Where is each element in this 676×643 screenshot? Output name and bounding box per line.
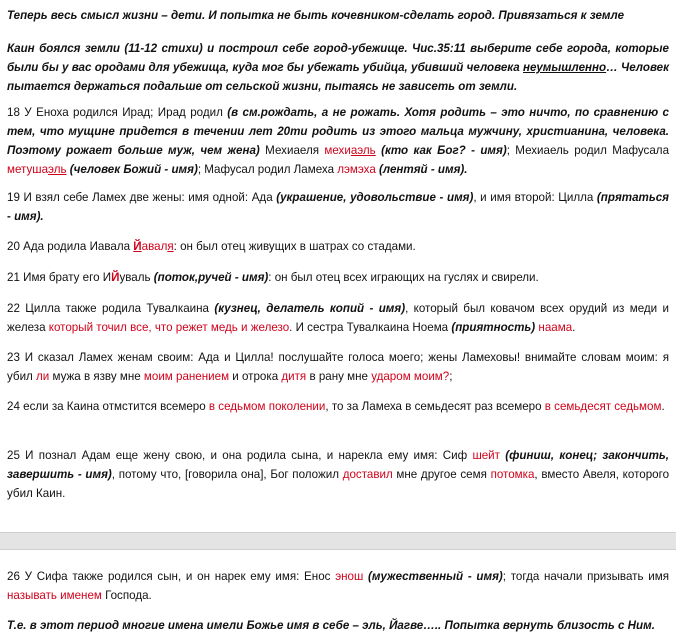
v24-a: 24 если за Каина отмстится всемеро	[7, 400, 209, 413]
v21-e: : он был отец всех играющих на гуслях и свирели.	[268, 271, 539, 284]
cain-text-a: Каин боялся земли (11-12 стихи) и построил себе город-убежище. Чис.35:11 выберите себе города, которые были бы у вас ородами для убежища, куда мог бы убежать убийца, убивший человека	[7, 42, 669, 74]
v21-meaning: (поток,ручей - имя)	[153, 271, 269, 284]
v25-hebrew: шейт	[472, 449, 500, 462]
v18-hebrew-3: лэмэха	[337, 163, 376, 176]
v19-a: 19 И взял себе Ламех две жены: имя одной: Ада	[7, 191, 277, 204]
cain-paragraph	[7, 39, 669, 96]
v22-meaning-2: (приятность)	[451, 321, 536, 334]
v25-e: , потому что, [говорила она], Бог положил	[111, 468, 343, 481]
v18-hebrew-2a: метуша	[7, 163, 49, 176]
cain-text-b: … Человек пытается держаться подальше от сельской жизни, пытаясь не зависеть от земли.	[7, 61, 669, 93]
verse-21	[7, 268, 669, 287]
verse-22	[7, 299, 669, 337]
cain-underlined-word: неумышленно	[523, 61, 607, 74]
v25-i: , вместо Авеля, которого убил Каин.	[7, 468, 670, 500]
v24-note-2: в семьдесят седьмом	[544, 400, 662, 413]
v26-note: называть именем	[7, 589, 102, 602]
v25-meaning: (финиш, конец; закончить, завершить - имя)	[7, 449, 669, 481]
v23-note-1: ли	[36, 370, 50, 383]
verse-20	[7, 237, 669, 256]
v20-hebrew-c: я	[167, 240, 174, 253]
verse-23	[7, 348, 669, 386]
v20-hebrew-a: Й	[133, 240, 142, 253]
verse-19	[7, 188, 669, 226]
v21-a: 21 Имя брату его И	[7, 271, 112, 284]
v23-e: и отрока	[229, 370, 282, 383]
page-break	[0, 532, 676, 550]
v18-f: ; Мехиаель родил Мафусала	[506, 144, 670, 157]
v18-comment: (в см.рождать, а не рожать. Хотя родить – это ничто, по сравнению с тем, что мущине придется в течении лет 20ти родить из этого мальца мужчину, христианина, человека. Поэтому рожает больше муж, чем жена)	[7, 106, 669, 157]
v23-g: в рану мне	[306, 370, 372, 383]
v18-meaning-2: (человек Божий - имя)	[66, 163, 198, 176]
intro-line	[7, 6, 669, 25]
verse-18	[7, 103, 669, 179]
v22-e: . И сестра Тувалкаина Ноема	[289, 321, 452, 334]
v18-hebrew-1b: аэль	[350, 144, 376, 157]
v26-meaning: (мужественный - имя)	[368, 570, 503, 583]
v25-a: 25 И познал Адам еще жену свою, и она родила сына, и нарекла ему имя: Сиф	[7, 449, 473, 462]
v24-e: .	[661, 400, 665, 413]
v23-c: мужа в язву мне	[49, 370, 144, 383]
v18-hebrew-2b: эль	[48, 163, 67, 176]
outro-text: Т.е. в этот период многие имена имели Божье имя в себе – эль, Йагве….. Попытка вернуть близость с Ним.	[7, 619, 655, 632]
v18-meaning-1: (кто как Бог? - имя)	[375, 144, 507, 157]
v26-g: Господа.	[101, 589, 152, 602]
v24-c: , то за Ламеха в семьдесят раз всемеро	[325, 400, 545, 413]
v20-c: : он был отец живущих в шатрах со стадами.	[173, 240, 416, 253]
verse-24	[7, 397, 669, 416]
v21-hebrew-letter: Й	[111, 271, 120, 284]
v21-c: уваль	[119, 271, 154, 284]
v22-c: , который был ковачом всех орудий из меди и железа	[7, 302, 669, 334]
v22-hebrew: наама	[538, 321, 573, 334]
v18-c: Мехиаеля	[259, 144, 325, 157]
v26-hebrew: энош	[335, 570, 364, 583]
v26-e: ; тогда начали призывать имя	[502, 570, 669, 583]
v22-a: 22 Цилла также родила Тувалкаина	[7, 302, 215, 315]
verse-26	[7, 567, 669, 605]
v25-g: мне другое семя	[392, 468, 491, 481]
outro-line	[7, 616, 669, 635]
v24-note-1: в седьмом поколении	[208, 400, 326, 413]
v19-meaning-1: (украшение, удовольствие - имя)	[276, 191, 474, 204]
document-page-2	[0, 550, 676, 643]
v25-note-1: доставил	[342, 468, 393, 481]
v23-note-2: моим ранением	[143, 370, 230, 383]
v18-a: 18 У Еноха родился Ирад; Ирад родил	[7, 106, 228, 119]
v23-i: ;	[449, 370, 453, 383]
v22-meaning-1: (кузнец, делатель копий - имя)	[214, 302, 406, 315]
v26-a: 26 У Сифа также родился сын, и он нарек ему имя: Енос	[7, 570, 336, 583]
v23-a: 23 И сказал Ламех женам своим: Ада и Цилла! послушайте голоса моего; жены Ламеховы! внимайте словам моим: я убил	[7, 351, 669, 383]
v22-note: который точил все, что режет медь и железо	[48, 321, 290, 334]
v18-hebrew-1a: мехи	[324, 144, 351, 157]
v19-meaning-2: (прятаться - имя).	[7, 191, 669, 223]
v25-note-2: потомка	[490, 468, 535, 481]
v22-i: .	[572, 321, 576, 334]
intro-text: Теперь весь смысл жизни – дети. И попытка не быть кочевником-сделать город. Привязаться к земле	[7, 9, 625, 22]
v23-note-4: ударом моим?	[371, 370, 450, 383]
v20-hebrew-b: авал	[141, 240, 168, 253]
v18-i: ; Мафусал родил Ламеха	[197, 163, 338, 176]
v18-meaning-3: (лентяй - имя).	[375, 163, 468, 176]
v23-note-3: дитя	[281, 370, 307, 383]
verse-25	[7, 446, 669, 503]
v20-a: 20 Ада родила Иавала	[7, 240, 134, 253]
v19-c: , и имя второй: Цилла	[473, 191, 597, 204]
